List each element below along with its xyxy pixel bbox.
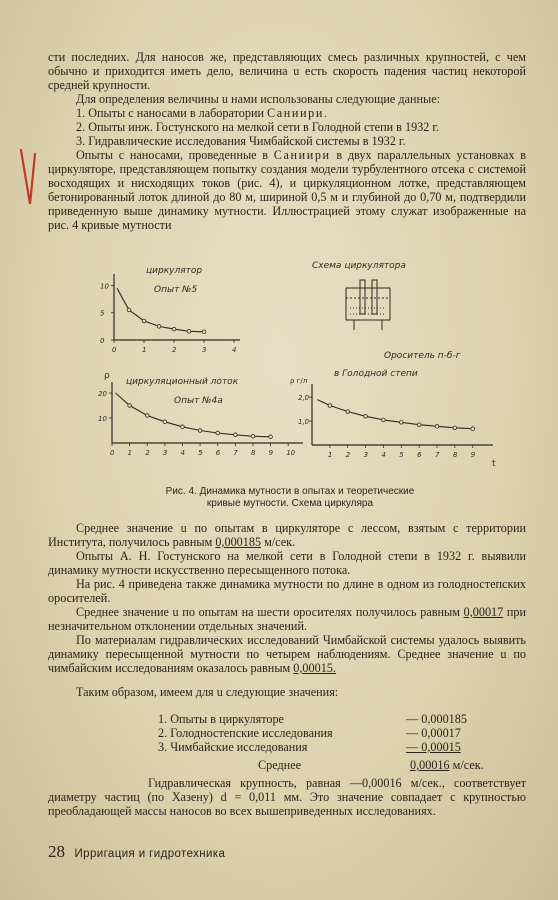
data-point: [417, 423, 421, 427]
label-circulator: циркулятор: [146, 266, 203, 276]
data-point: [382, 418, 386, 422]
caption-line-1: Рис. 4. Динамика мутности в опытах и теоретические: [165, 486, 415, 497]
label-orositel: Ороситель п-б-г: [384, 351, 461, 361]
data-point: [181, 425, 185, 429]
x-tick-label: 10: [286, 449, 296, 457]
data-point: [202, 330, 206, 334]
body-text-top: [48, 50, 526, 232]
series-line: [317, 400, 472, 429]
body-text-final: [48, 776, 526, 818]
average-row: Среднее 0,00016 м/сек.: [258, 758, 484, 772]
data-point: [234, 433, 238, 437]
source-item-1: 1. Опыты с наносами в лаборатории Саниири.: [76, 106, 329, 120]
data-point: [251, 434, 255, 438]
paragraph-6: На рис. 4 приведена также динамика мутности по длине в одном из голодностепских оросителей.: [48, 577, 526, 605]
circulator-scheme-drawing: [346, 280, 390, 330]
data-point: [269, 435, 273, 439]
figure-4: [84, 250, 504, 475]
data-point: [157, 325, 161, 329]
data-point: [346, 410, 350, 414]
data-point: [364, 415, 368, 419]
y-tick-label: 5: [100, 309, 105, 318]
data-point: [163, 420, 167, 424]
x-tick-label: 6: [417, 451, 422, 459]
paragraph-1: сти последних. Для наносов же, представляющих смесь различных крупностей, с чем обычно и приходится иметь дело, величина u есть скорость падения частиц некоторой средней крупности.: [48, 50, 526, 92]
red-margin-mark: [18, 148, 40, 208]
x-tick-label: 5: [399, 451, 404, 459]
source-list: [48, 106, 526, 148]
data-point: [435, 425, 439, 429]
x-tick-label: 3: [162, 449, 168, 457]
x-tick-label: 8: [250, 449, 256, 457]
data-point: [471, 427, 475, 431]
data-point: [453, 426, 457, 430]
y-tick-label: 1,0: [298, 418, 310, 427]
x-tick-label: 6: [215, 449, 221, 457]
x-tick-label: 7: [435, 451, 440, 459]
paragraph-9: Таким образом, имеем для u следующие значения:: [76, 685, 339, 699]
x-tick-label: 4: [232, 346, 237, 354]
data-point: [328, 404, 332, 408]
data-point: [128, 404, 132, 408]
y-tick-label: 20: [98, 390, 107, 398]
paragraph-4: Среднее значение u по опытам в циркуляторе с лессом, взятым с территории Института, получилось равным 0,000185 м/сек.: [48, 521, 526, 549]
x-tick-label: 0: [110, 449, 115, 457]
result-row: 1. Опыты в циркуляторе — 0,000185: [158, 712, 467, 726]
paragraph-2: Для определения величины u нами использованы следующие данные:: [76, 92, 441, 106]
data-point: [216, 431, 220, 435]
data-point: [198, 429, 202, 433]
x-tick-label: 8: [452, 451, 458, 459]
label-rho: ρ: [104, 371, 110, 381]
results-list: [158, 712, 498, 772]
y-tick-label: 10: [100, 282, 109, 291]
y-tick-label: 0: [100, 337, 105, 345]
journal-title: Ирригация и гидротехника: [74, 848, 226, 860]
paragraph-5: Опыты А. Н. Гостунского на мелкой сети в Голодной степи в 1932 г. выявили динамику мутности искусственно пересыщенного потока.: [48, 549, 526, 577]
data-point: [142, 319, 146, 323]
x-tick-label: 4: [180, 449, 185, 457]
x-tick-label: 5: [198, 449, 203, 457]
label-rho-g: ρ г/л: [290, 377, 308, 385]
label-scheme: Схема циркулятора: [312, 261, 406, 271]
label-lotok-exp: Опыт №4а: [174, 396, 223, 406]
page-footer: [48, 842, 225, 862]
figure-caption: [110, 486, 470, 510]
y-tick-label: 10: [98, 415, 107, 423]
x-tick-label: 1: [127, 449, 133, 457]
x-tick-label: 0: [112, 346, 117, 354]
body-text-bottom: [48, 521, 526, 699]
x-tick-label: 4: [381, 451, 386, 459]
data-point: [145, 414, 149, 418]
x-tick-label: 2: [172, 346, 177, 354]
paragraph-3: Опыты с наносами, проведенные в Саниири в двух параллельных установках в циркуляторе, представляющем попытку создания модели турбулентного отсека с системой восходящих и нисходящих токов (рис. 4), и циркуляционном лотке, представляющем бетонированный лоток длиной до 80 м, шириной 0,5 м и глубиной до 0,70 м, подтвердили приведенную выше динамику мутности. Иллюстрацией этому служат изображенные на рис. 4 кривые мутности: [48, 148, 527, 232]
x-tick-label: 3: [202, 346, 207, 354]
data-point: [187, 329, 191, 333]
label-circulator-exp: Опыт №5: [154, 285, 198, 295]
x-tick-label: 2: [145, 449, 150, 457]
x-tick-label: 2: [345, 451, 351, 459]
data-point: [172, 327, 176, 331]
page-number: 28: [48, 842, 65, 861]
source-item-2: 2. Опыты инж. Гостунского на мелкой сети в Голодной степи в 1932 г.: [76, 120, 440, 134]
x-tick-label: 7: [233, 449, 238, 457]
x-tick-label: 1: [142, 346, 147, 354]
label-lotok: циркуляционный лоток: [126, 377, 239, 387]
data-point: [399, 420, 403, 424]
y-tick-label: 2,0: [298, 394, 310, 403]
source-item-3: 3. Гидравлические исследования Чимбайской системы в 1932 г.: [76, 134, 406, 148]
data-point: [127, 308, 131, 312]
x-tick-label: 1: [327, 451, 333, 459]
caption-line-2: кривые мутности. Схема циркуляра: [206, 498, 374, 509]
label-orositel-sub: в Голодной степи: [334, 369, 418, 379]
paragraph-8: По материалам гидравлических исследований Чимбайской системы удалось выявить динамику пересыщенной мутности по четырем наблюдениям. Среднее значение u по чимбайским исследованиям оказалось равным 0,00015.: [48, 633, 526, 675]
paragraph-10: Гидравлическая крупность, равная —0,00016 м/сек., соответствует диаметру частиц (по Хазену) d = 0,011 мм. Это значение совпадает с крупностью преобладающей массы наносов во всех вышеприведенных исследованиях.: [48, 776, 526, 818]
paragraph-7: Среднее значение u по опытам на шести оросителях получилось равным 0,00017 при незначительном отклонении отдельных значений.: [48, 605, 527, 633]
result-row: 2. Голодностепские исследования — 0,00017: [158, 726, 461, 740]
x-tick-label: 3: [363, 451, 369, 459]
label-t-unit: t: [492, 459, 496, 469]
x-tick-label: 9: [268, 449, 274, 457]
result-row: 3. Чимбайские исследования — 0,00015: [158, 740, 461, 754]
x-tick-label: 9: [470, 451, 476, 459]
